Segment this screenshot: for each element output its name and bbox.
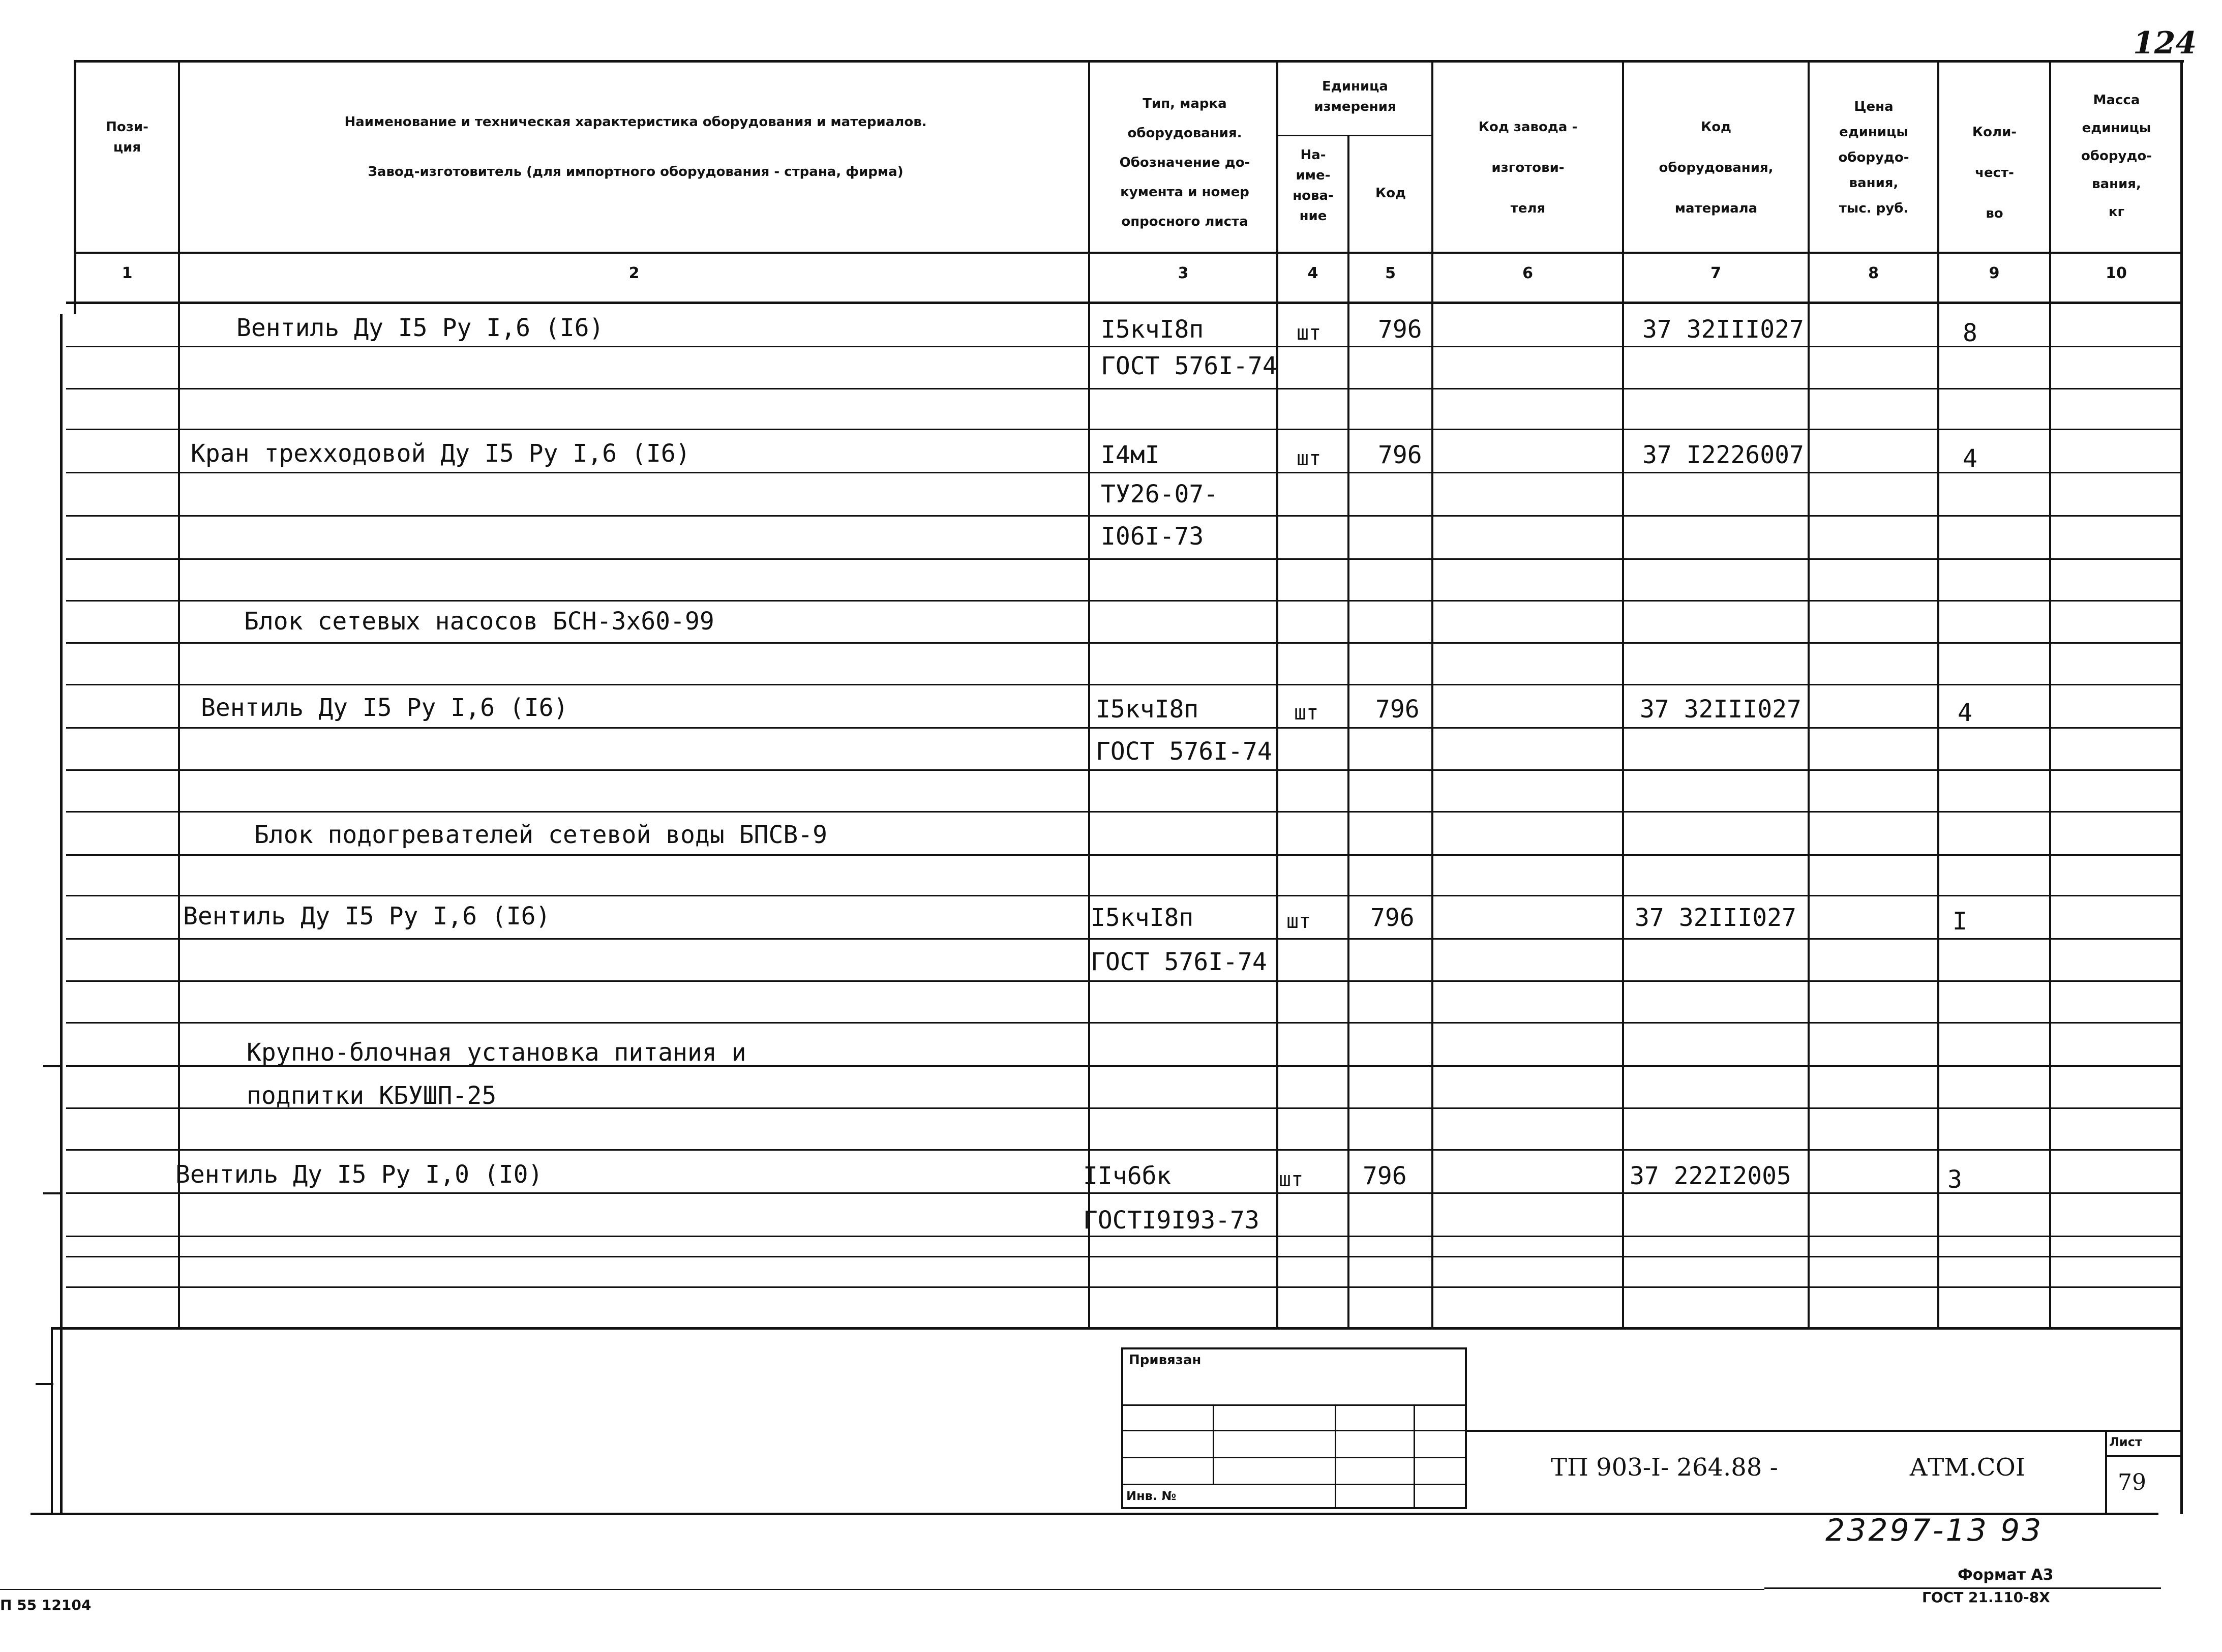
item-name: Вентиль Ду I5 Ру I,6 (I6): [183, 902, 551, 930]
row-line: [66, 515, 2181, 517]
col-sep-5: [1431, 60, 1433, 1327]
col-sep-3: [1276, 60, 1278, 1327]
item-unit-code: 796: [1363, 1162, 1407, 1190]
header-unit-code: Код: [1375, 186, 1406, 201]
section-heading: Блок подогревателей сетевой воды БПСВ-9: [254, 821, 828, 849]
row-line: [66, 938, 2181, 940]
row-line: [66, 388, 2181, 389]
item-type: ГОСТI9I93-73: [1083, 1206, 1259, 1235]
item-type: ГОСТ 576I-74: [1091, 948, 1267, 976]
row-line: [66, 727, 2181, 729]
item-type: IIч6бк: [1083, 1162, 1172, 1190]
sheet-label: Лист: [2109, 1435, 2142, 1449]
header-equipment-code: Код оборудования, материала: [1659, 119, 1774, 216]
tb-vline: [1335, 1404, 1336, 1509]
row-line: [66, 1286, 2181, 1288]
col-number: 10: [2106, 264, 2127, 282]
col-number: 5: [1385, 264, 1396, 282]
item-name: Кран трехходовой Ду I5 Ру I,6 (I6): [191, 439, 690, 468]
sheet-number: 79: [2118, 1469, 2146, 1495]
header-unit-name: На- име- нова- ние: [1293, 147, 1334, 224]
item-unit: шт: [1297, 447, 1322, 470]
col-sep-2: [1088, 60, 1090, 1327]
section-heading: Крупно-блочная установка питания и: [247, 1038, 746, 1067]
item-unit: шт: [1279, 1168, 1304, 1191]
col-sep-6: [1622, 60, 1624, 1327]
row-line: [66, 895, 2181, 896]
header-name-line2: Завод-изготовитель (для импортного оборудования - страна, фирма): [368, 164, 904, 179]
col-number: 9: [1989, 264, 2000, 282]
item-type: I5кчI8п: [1096, 695, 1199, 724]
header-mass: Масса единицы оборудо- вания, кг: [2081, 93, 2152, 220]
col-number: 2: [628, 264, 640, 282]
page-mark: 124: [2133, 25, 2197, 61]
item-unit-code: 796: [1370, 904, 1415, 932]
row-line: [66, 1149, 2181, 1151]
unit-group-split: [1276, 135, 1431, 136]
tb-line: [1121, 1484, 1467, 1485]
header-price: Цена единицы оборудо- вания, тыс. руб.: [1838, 99, 1909, 216]
item-type: I5кчI8п: [1101, 315, 1204, 344]
item-equipment-code: 37 32III027: [1635, 904, 1796, 932]
row-line: [66, 811, 2181, 813]
row-line: [66, 558, 2181, 560]
gost-label: ГОСТ 21.110-8Х: [1922, 1589, 2050, 1606]
header-position: Пози- ция: [106, 119, 148, 155]
tb-sheet-split: [2105, 1455, 2181, 1457]
row-line: [66, 980, 2181, 982]
header-unit-group: Единица измерения: [1314, 79, 1396, 114]
margin-tick: [36, 1383, 53, 1385]
header-type: Тип, марка оборудования. Обозначение до- кумента и номер опросного листа: [1119, 96, 1250, 229]
row-line: [66, 642, 2181, 644]
row-line: [66, 769, 2181, 771]
col-number: 7: [1710, 264, 1721, 282]
row-line: [66, 684, 2181, 685]
col-number: 3: [1178, 264, 1189, 282]
col-sep-4: [1347, 135, 1349, 1327]
col-number: 1: [122, 264, 133, 282]
document-designation: ТП 903-I- 264.88 -: [1551, 1453, 1778, 1482]
item-unit-code: 796: [1378, 315, 1422, 344]
item-type: ТУ26-07-: [1101, 480, 1219, 508]
item-equipment-code: 37 I2226007: [1642, 441, 1804, 469]
bottom-rule: [0, 1589, 1764, 1590]
col-sep-9: [2049, 60, 2051, 1327]
margin-tick: [43, 1065, 61, 1067]
col-sep-7: [1808, 60, 1810, 1327]
tb-line: [1121, 1404, 1467, 1406]
tb-sheet-left: [2105, 1430, 2107, 1513]
item-type: I4мI: [1101, 441, 1160, 469]
format-label: Формат А3: [1958, 1566, 2054, 1584]
tb-main-top: [1467, 1430, 2183, 1432]
item-type: ГОСТ 576I-74: [1096, 737, 1272, 766]
left-bottom-code: П 55 12104: [0, 1597, 92, 1613]
inventory-label: Инв. №: [1126, 1489, 1177, 1503]
header-quantity: Коли- чест- во: [1972, 125, 2017, 221]
row-line: [66, 429, 2181, 430]
frame-top: [74, 60, 2184, 63]
col-number: 8: [1868, 264, 1879, 282]
row-line: [66, 1192, 2181, 1194]
row-line: [66, 600, 2181, 602]
colnum-bottom: [66, 302, 2181, 304]
table-bottom: [51, 1327, 2181, 1330]
item-equipment-code: 37 32III027: [1642, 315, 1804, 344]
item-unit: шт: [1297, 321, 1322, 345]
section-heading: подпитки КБУШП-25: [247, 1082, 497, 1110]
item-equipment-code: 37 32III027: [1640, 695, 1801, 724]
col-sep-8: [1937, 60, 1939, 1327]
tb-vline: [1213, 1404, 1214, 1484]
stamp-left: [51, 1327, 53, 1514]
item-unit: шт: [1286, 910, 1311, 933]
tb-vline: [1414, 1404, 1415, 1509]
item-name: Вентиль Ду I5 Ру I,6 (I6): [236, 314, 604, 342]
row-line: [66, 854, 2181, 856]
row-line: [66, 1236, 2181, 1237]
binding-label: Привязан: [1129, 1353, 1202, 1368]
item-unit: шт: [1294, 701, 1319, 725]
frame-left-lower: [60, 314, 63, 1514]
item-quantity: 4: [1958, 699, 1972, 727]
archive-number: 23297-13 93: [1825, 1513, 2044, 1548]
item-unit-code: 796: [1378, 441, 1422, 469]
tb-line: [1121, 1430, 1467, 1431]
item-type: I06I-73: [1101, 522, 1204, 551]
item-quantity: 8: [1963, 319, 1977, 347]
sheet-code: АТМ.COI: [1909, 1453, 2025, 1482]
header-name-line1: Наименование и техническая характеристика оборудования и материалов.: [344, 114, 927, 130]
item-equipment-code: 37 222I2005: [1630, 1162, 1791, 1190]
item-unit-code: 796: [1375, 695, 1420, 724]
row-line: [66, 346, 2181, 347]
item-name: Вентиль Ду I5 Ру I,0 (I0): [175, 1160, 543, 1189]
tb-line: [1121, 1457, 1467, 1458]
item-quantity: 3: [1947, 1165, 1962, 1194]
item-name: Вентиль Ду I5 Ру I,6 (I6): [201, 694, 568, 722]
header-factory-code: Код завода - изготови- теля: [1478, 119, 1578, 216]
item-type: I5кчI8п: [1091, 904, 1194, 932]
row-line: [66, 472, 2181, 473]
margin-tick: [43, 1192, 61, 1194]
col-number: 4: [1307, 264, 1318, 282]
col-number: 6: [1522, 264, 1533, 282]
item-quantity: 4: [1963, 444, 1977, 473]
row-line: [66, 1256, 2181, 1257]
item-quantity: I: [1953, 907, 1967, 936]
col-sep-1: [178, 60, 180, 1327]
section-heading: Блок сетевых насосов БСН-3х60-99: [244, 607, 714, 636]
row-line: [66, 1022, 2181, 1024]
header-bottom: [74, 252, 2181, 254]
item-type: ГОСТ 576I-74: [1101, 352, 1277, 380]
